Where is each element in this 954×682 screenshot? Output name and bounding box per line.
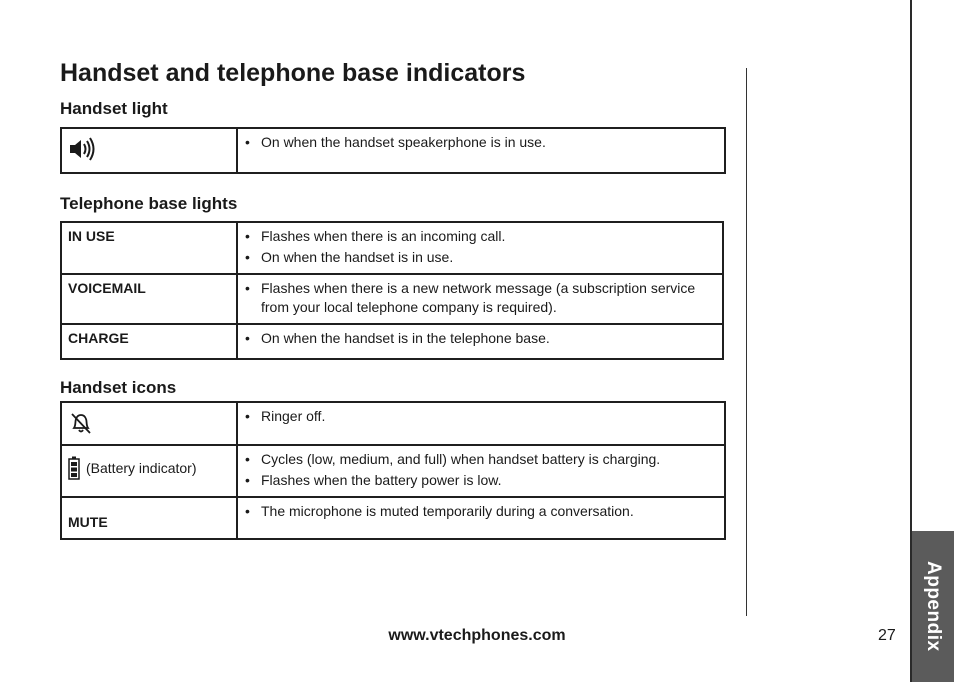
table-row bbox=[61, 222, 723, 274]
description-cell bbox=[237, 128, 725, 173]
indicator-label-voicemail: VOICEMAIL bbox=[68, 280, 146, 296]
section-title-base-lights: Telephone base lights bbox=[60, 194, 238, 213]
battery-indicator-label: (Battery indicator) bbox=[86, 459, 197, 476]
section-title-handset-icons: Handset icons bbox=[60, 378, 177, 397]
column-divider bbox=[746, 68, 747, 616]
indicator-cell bbox=[61, 402, 237, 445]
indicator-label-in-use: IN USE bbox=[68, 228, 115, 244]
indicator-cell bbox=[61, 274, 237, 324]
list-item: • Flashes when the battery power is low. bbox=[244, 471, 716, 490]
appendix-tab-label: Appendix bbox=[923, 561, 944, 652]
table-row bbox=[61, 445, 725, 497]
page-number: 27 bbox=[878, 627, 896, 644]
indicator-cell bbox=[61, 128, 237, 173]
footer-url: www.vtechphones.com bbox=[388, 627, 566, 644]
speaker-icon bbox=[68, 136, 96, 162]
table-row bbox=[61, 497, 725, 539]
table-row bbox=[61, 128, 725, 173]
list-item: • On when the handset is in use. bbox=[244, 248, 714, 267]
list-item: • On when the handset is in the telephone base. bbox=[244, 329, 714, 348]
description-cell bbox=[237, 222, 723, 274]
description-cell bbox=[237, 497, 725, 539]
section-title-handset-light: Handset light bbox=[60, 99, 168, 118]
indicator-cell bbox=[61, 222, 237, 274]
list-item: • The microphone is muted temporarily during a conversation. bbox=[244, 502, 716, 521]
page-title: Handset and telephone base indicators bbox=[60, 59, 526, 87]
battery-icon bbox=[68, 456, 80, 480]
handset-light-table bbox=[60, 127, 726, 174]
list-item: • Flashes when there is an incoming call. bbox=[244, 227, 714, 246]
appendix-tab[interactable] bbox=[912, 531, 954, 682]
list-item: • On when the handset speakerphone is in use. bbox=[244, 133, 716, 152]
list-item: • Cycles (low, medium, and full) when handset battery is charging. bbox=[244, 450, 716, 469]
indicator-label-charge: CHARGE bbox=[68, 330, 129, 346]
indicator-label-mute: MUTE bbox=[68, 513, 108, 530]
table-row bbox=[61, 274, 723, 324]
handset-icons-table bbox=[60, 401, 726, 540]
indicator-cell bbox=[61, 445, 237, 497]
indicator-cell bbox=[61, 324, 237, 359]
table-row bbox=[61, 324, 723, 359]
base-lights-table bbox=[60, 221, 724, 360]
indicator-cell bbox=[61, 497, 237, 539]
description-cell bbox=[237, 274, 723, 324]
table-row bbox=[61, 402, 725, 445]
description-cell bbox=[237, 402, 725, 445]
list-item: • Flashes when there is a new network message (a subscription service from your local telephone company is required). bbox=[244, 279, 714, 317]
description-cell bbox=[237, 324, 723, 359]
ringer-off-icon bbox=[68, 411, 94, 435]
description-cell bbox=[237, 445, 725, 497]
list-item: • Ringer off. bbox=[244, 407, 716, 426]
